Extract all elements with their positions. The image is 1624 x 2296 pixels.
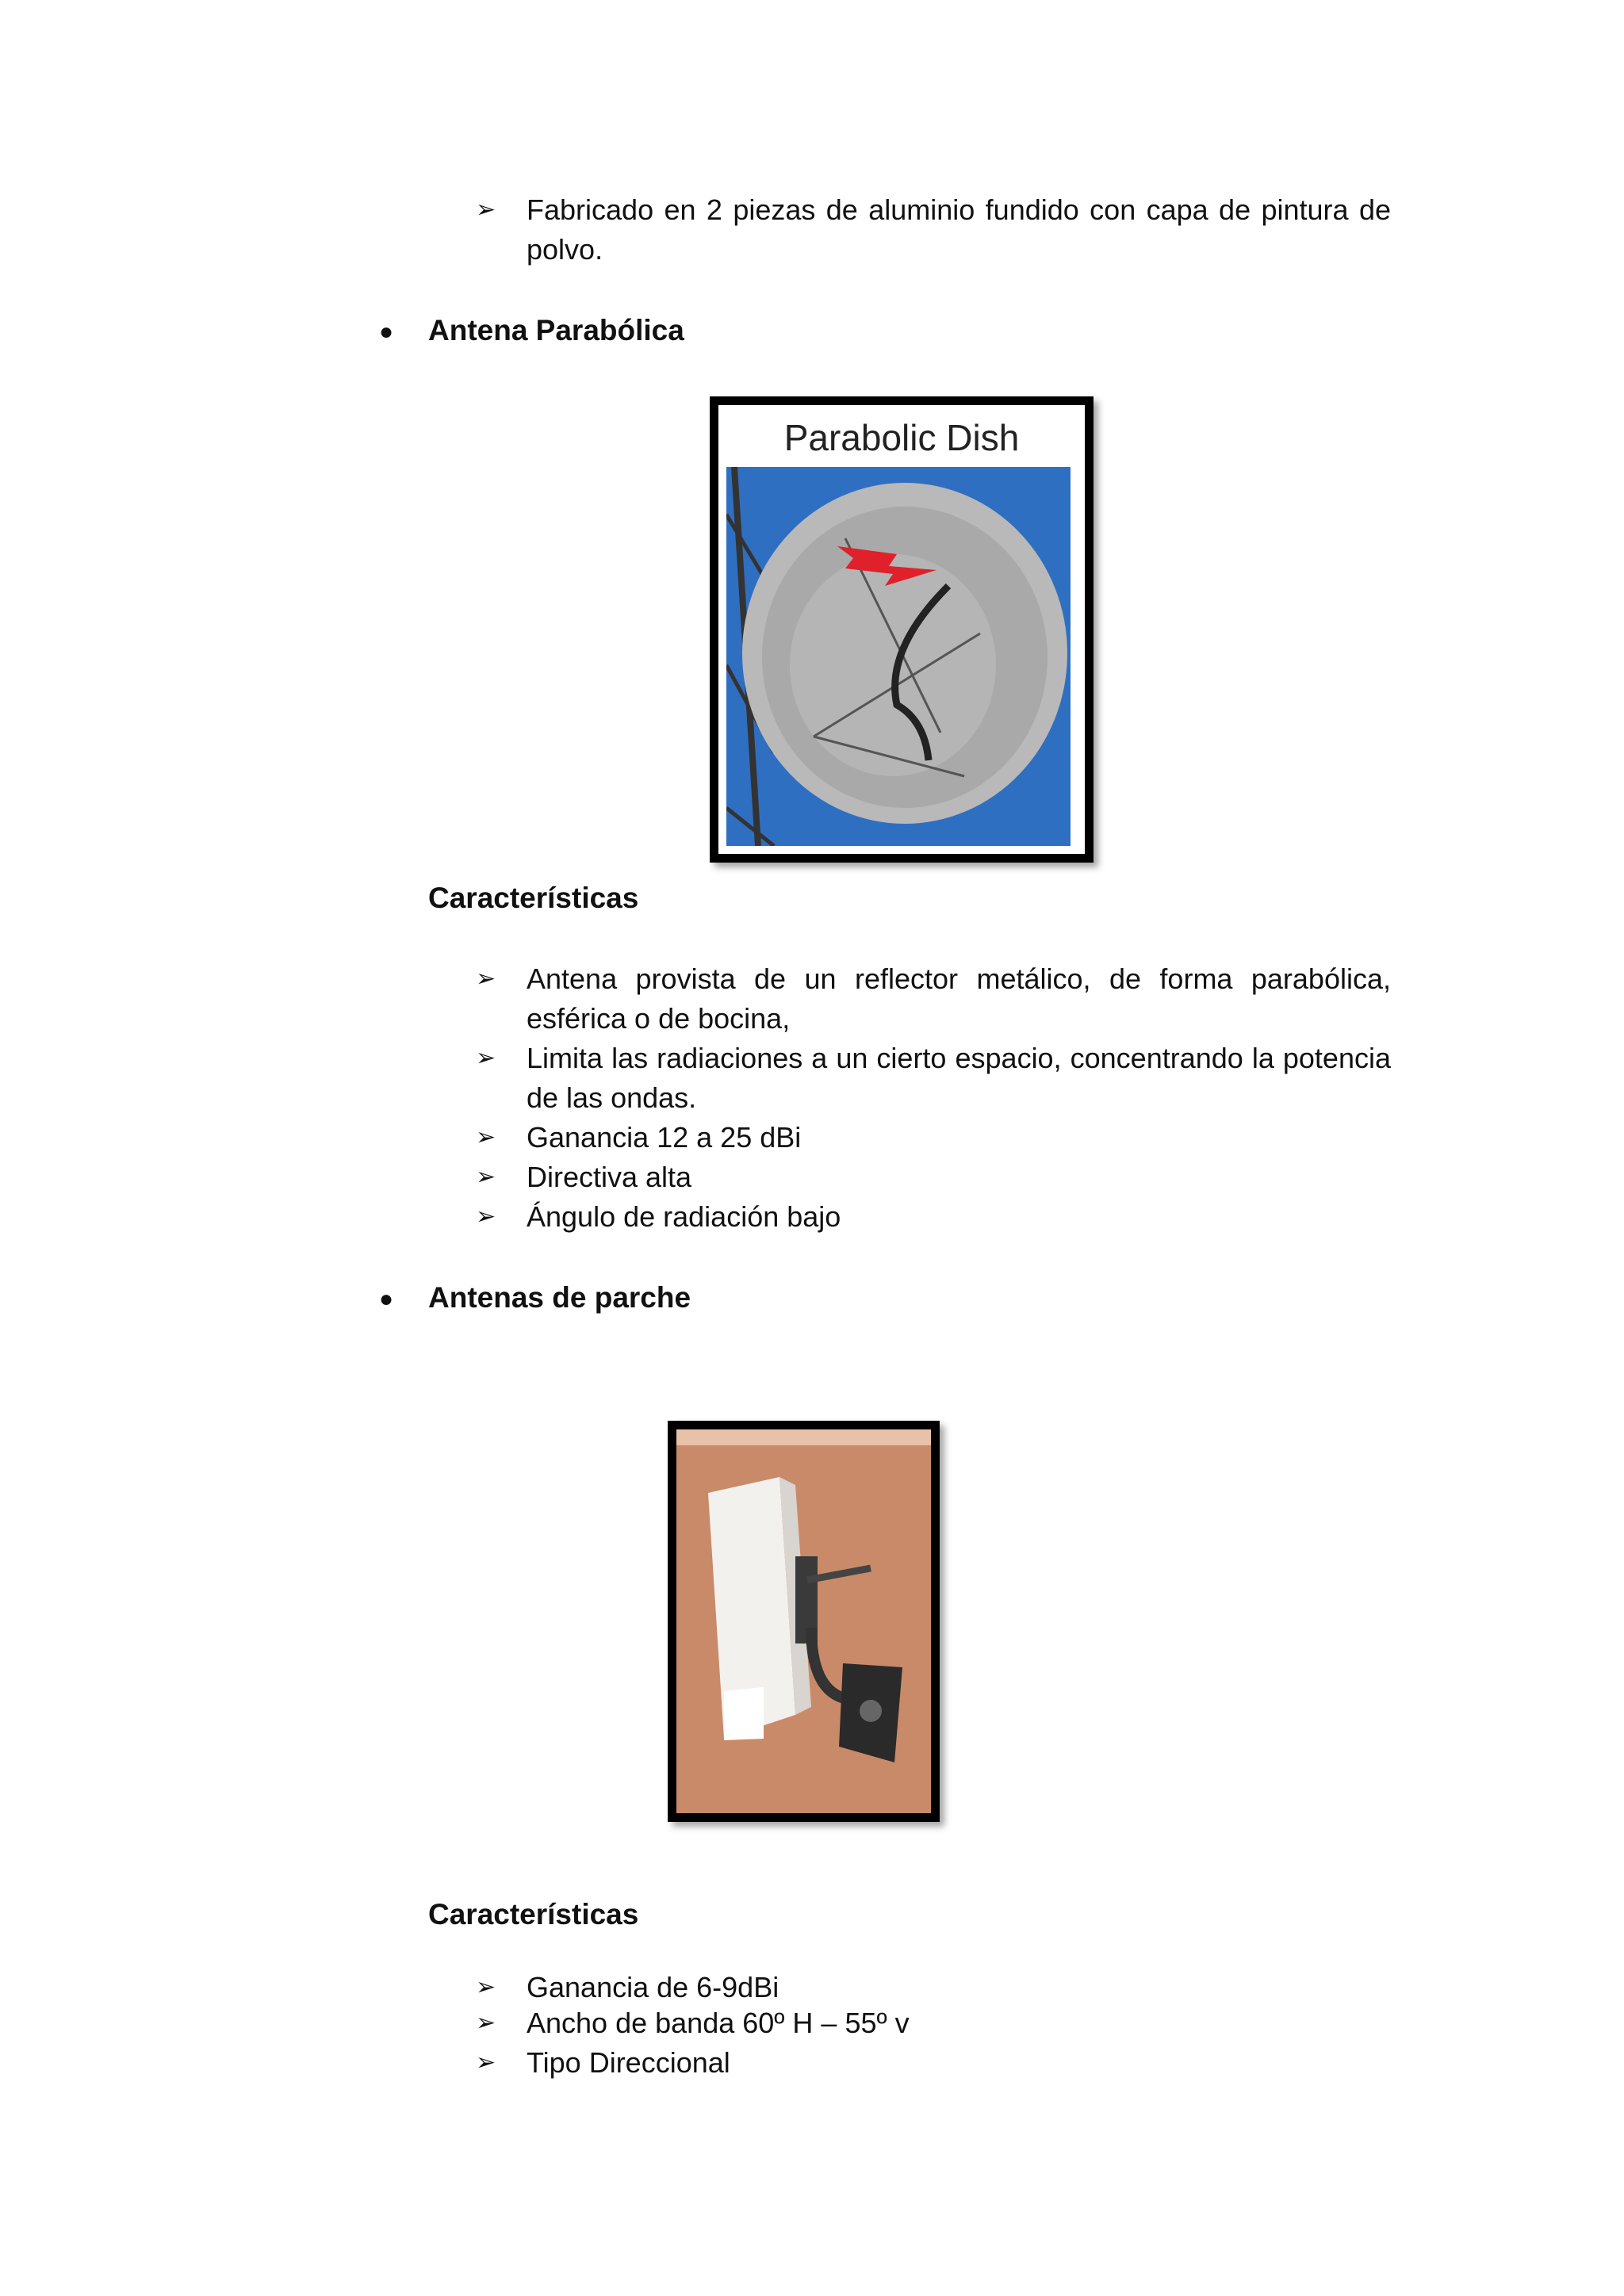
arrowhead-bullet-icon: ➢ — [476, 197, 496, 223]
arrowhead-bullet-icon: ➢ — [476, 966, 496, 992]
list-item-text: Antena provista de un reflector metálico, de forma parabólica, esférica o de bocina, — [527, 962, 1391, 1035]
list-item-text: Fabricado en 2 piezas de aluminio fundido con capa de pintura de polvo. — [527, 193, 1391, 266]
list-item-text: Ganancia 12 a 25 dBi — [527, 1121, 802, 1154]
list-item — [476, 1158, 1391, 1197]
patch-antenna-image — [668, 1421, 940, 1822]
arrowhead-bullet-icon: ➢ — [476, 2049, 496, 2076]
parabolic-dish-image — [710, 396, 1094, 863]
list-item — [476, 1197, 1391, 1237]
arrowhead-bullet-icon: ➢ — [476, 2010, 496, 2036]
list-item-text: Tipo Direccional — [527, 2046, 730, 2079]
list-item-text: Ganancia de 6-9dBi — [527, 1971, 779, 2003]
patch-antenna-illustration — [676, 1429, 931, 1813]
round-bullet-icon: ● — [379, 1286, 394, 1312]
list-item — [476, 959, 1391, 1039]
list-item — [476, 190, 1391, 270]
section-heading: Antena Parabólica — [428, 314, 684, 346]
parabolic-dish-illustration — [726, 467, 1071, 846]
list-item-text: Directiva alta — [527, 1161, 692, 1193]
arrowhead-bullet-icon: ➢ — [476, 1124, 496, 1150]
list-item — [476, 2043, 1391, 2083]
arrowhead-bullet-icon: ➢ — [476, 1974, 496, 2000]
features-heading: Características — [428, 1898, 639, 1931]
image-caption: Parabolic Dish — [783, 417, 1020, 458]
list-item — [476, 1118, 1391, 1158]
list-item-text: Limita las radiaciones a un cierto espacio, concentrando la potencia de las ondas. — [527, 1042, 1391, 1114]
list-item — [476, 1039, 1391, 1118]
round-bullet-icon: ● — [379, 319, 394, 345]
features-heading: Características — [428, 882, 639, 914]
list-item — [476, 2003, 1391, 2043]
arrowhead-bullet-icon: ➢ — [476, 1164, 496, 1190]
list-item-text: Ancho de banda 60º H – 55º v — [527, 2007, 910, 2039]
arrowhead-bullet-icon: ➢ — [476, 1203, 496, 1230]
list-item-text: Ángulo de radiación bajo — [527, 1200, 841, 1233]
list-item — [476, 1968, 1391, 2007]
arrowhead-bullet-icon: ➢ — [476, 1045, 496, 1071]
section-heading: Antenas de parche — [428, 1281, 691, 1314]
